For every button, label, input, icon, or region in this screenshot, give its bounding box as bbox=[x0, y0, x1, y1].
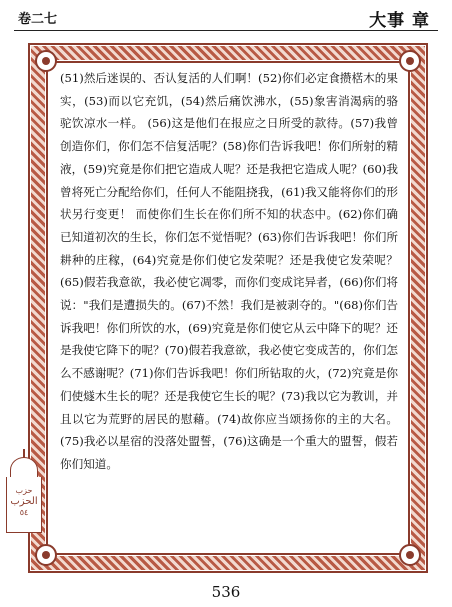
header-chapter-title: 大事 章 bbox=[369, 11, 430, 31]
header-rule bbox=[14, 30, 438, 31]
corner-ornament-bottom-right bbox=[399, 544, 421, 566]
page-number: 536 bbox=[211, 583, 241, 601]
side-emblem-hizb bbox=[4, 455, 46, 535]
emblem-top-word: حزب bbox=[15, 486, 33, 495]
text-block bbox=[60, 67, 398, 476]
emblem-arabic: الحزب bbox=[10, 496, 38, 507]
corner-ornament-top-left bbox=[35, 50, 57, 72]
corner-ornament-top-right bbox=[399, 50, 421, 72]
verse-paragraph: (51)然后迷误的、否认复活的人们啊！(52)你们必定食攒楛木的果实，(53)而以它充饥，(54)然后痛饮沸水，(55)象害消渴病的骆驼饮凉水一样。 (56)这是他们在报应之日所受的款待。(57)我曾创造你们，你们怎不信复活呢？(58)你们告诉我吧！你们所射的精液，(59)究竟是你们把它造成人呢？还是我把它造成人呢？(60)我曾将死亡分配给你们，任何人不能阻挠我，(61)我又能将你们的形状另行变更！ 而使你们生长在你们所不知的状态中。(62)你们确已知道初次的生长，你们怎不觉悟呢？(63)你们告诉我吧！你们所耕种的庄稼，(64)究竟是你们使它发荣呢？还是我使它发荣呢？(65)假若我意欲，我必使它凋零，而你们变成诧异者，(66)你们将说："我们是遭损失的。(67)不然！我们是被剥夺的。"(68)你们告诉我吧！你们所饮的水，(69)究竟是你们使它从云中降下的呢？还是我使它降下的呢？(70)假若我意欲，我必使它变成苦的，你们怎么不感谢呢？(71)你们告诉我吧！你们所钻取的火，(72)究竟是你们使燧木生长的呢？还是我使它生长的呢？(73)我以它为教训，并且以它为荒野的居民的慰藉。(74)故你应当颂扬你的主的大名。(75)我必以星宿的没落处盟誓，(76)这确是一个重大的盟誓，假若你们知道。 bbox=[60, 71, 398, 471]
header-juan: 卷二七 bbox=[18, 12, 58, 27]
emblem-text bbox=[6, 485, 42, 518]
corner-ornament-bottom-left bbox=[35, 544, 57, 566]
emblem-number: ٥٤ bbox=[19, 508, 29, 517]
